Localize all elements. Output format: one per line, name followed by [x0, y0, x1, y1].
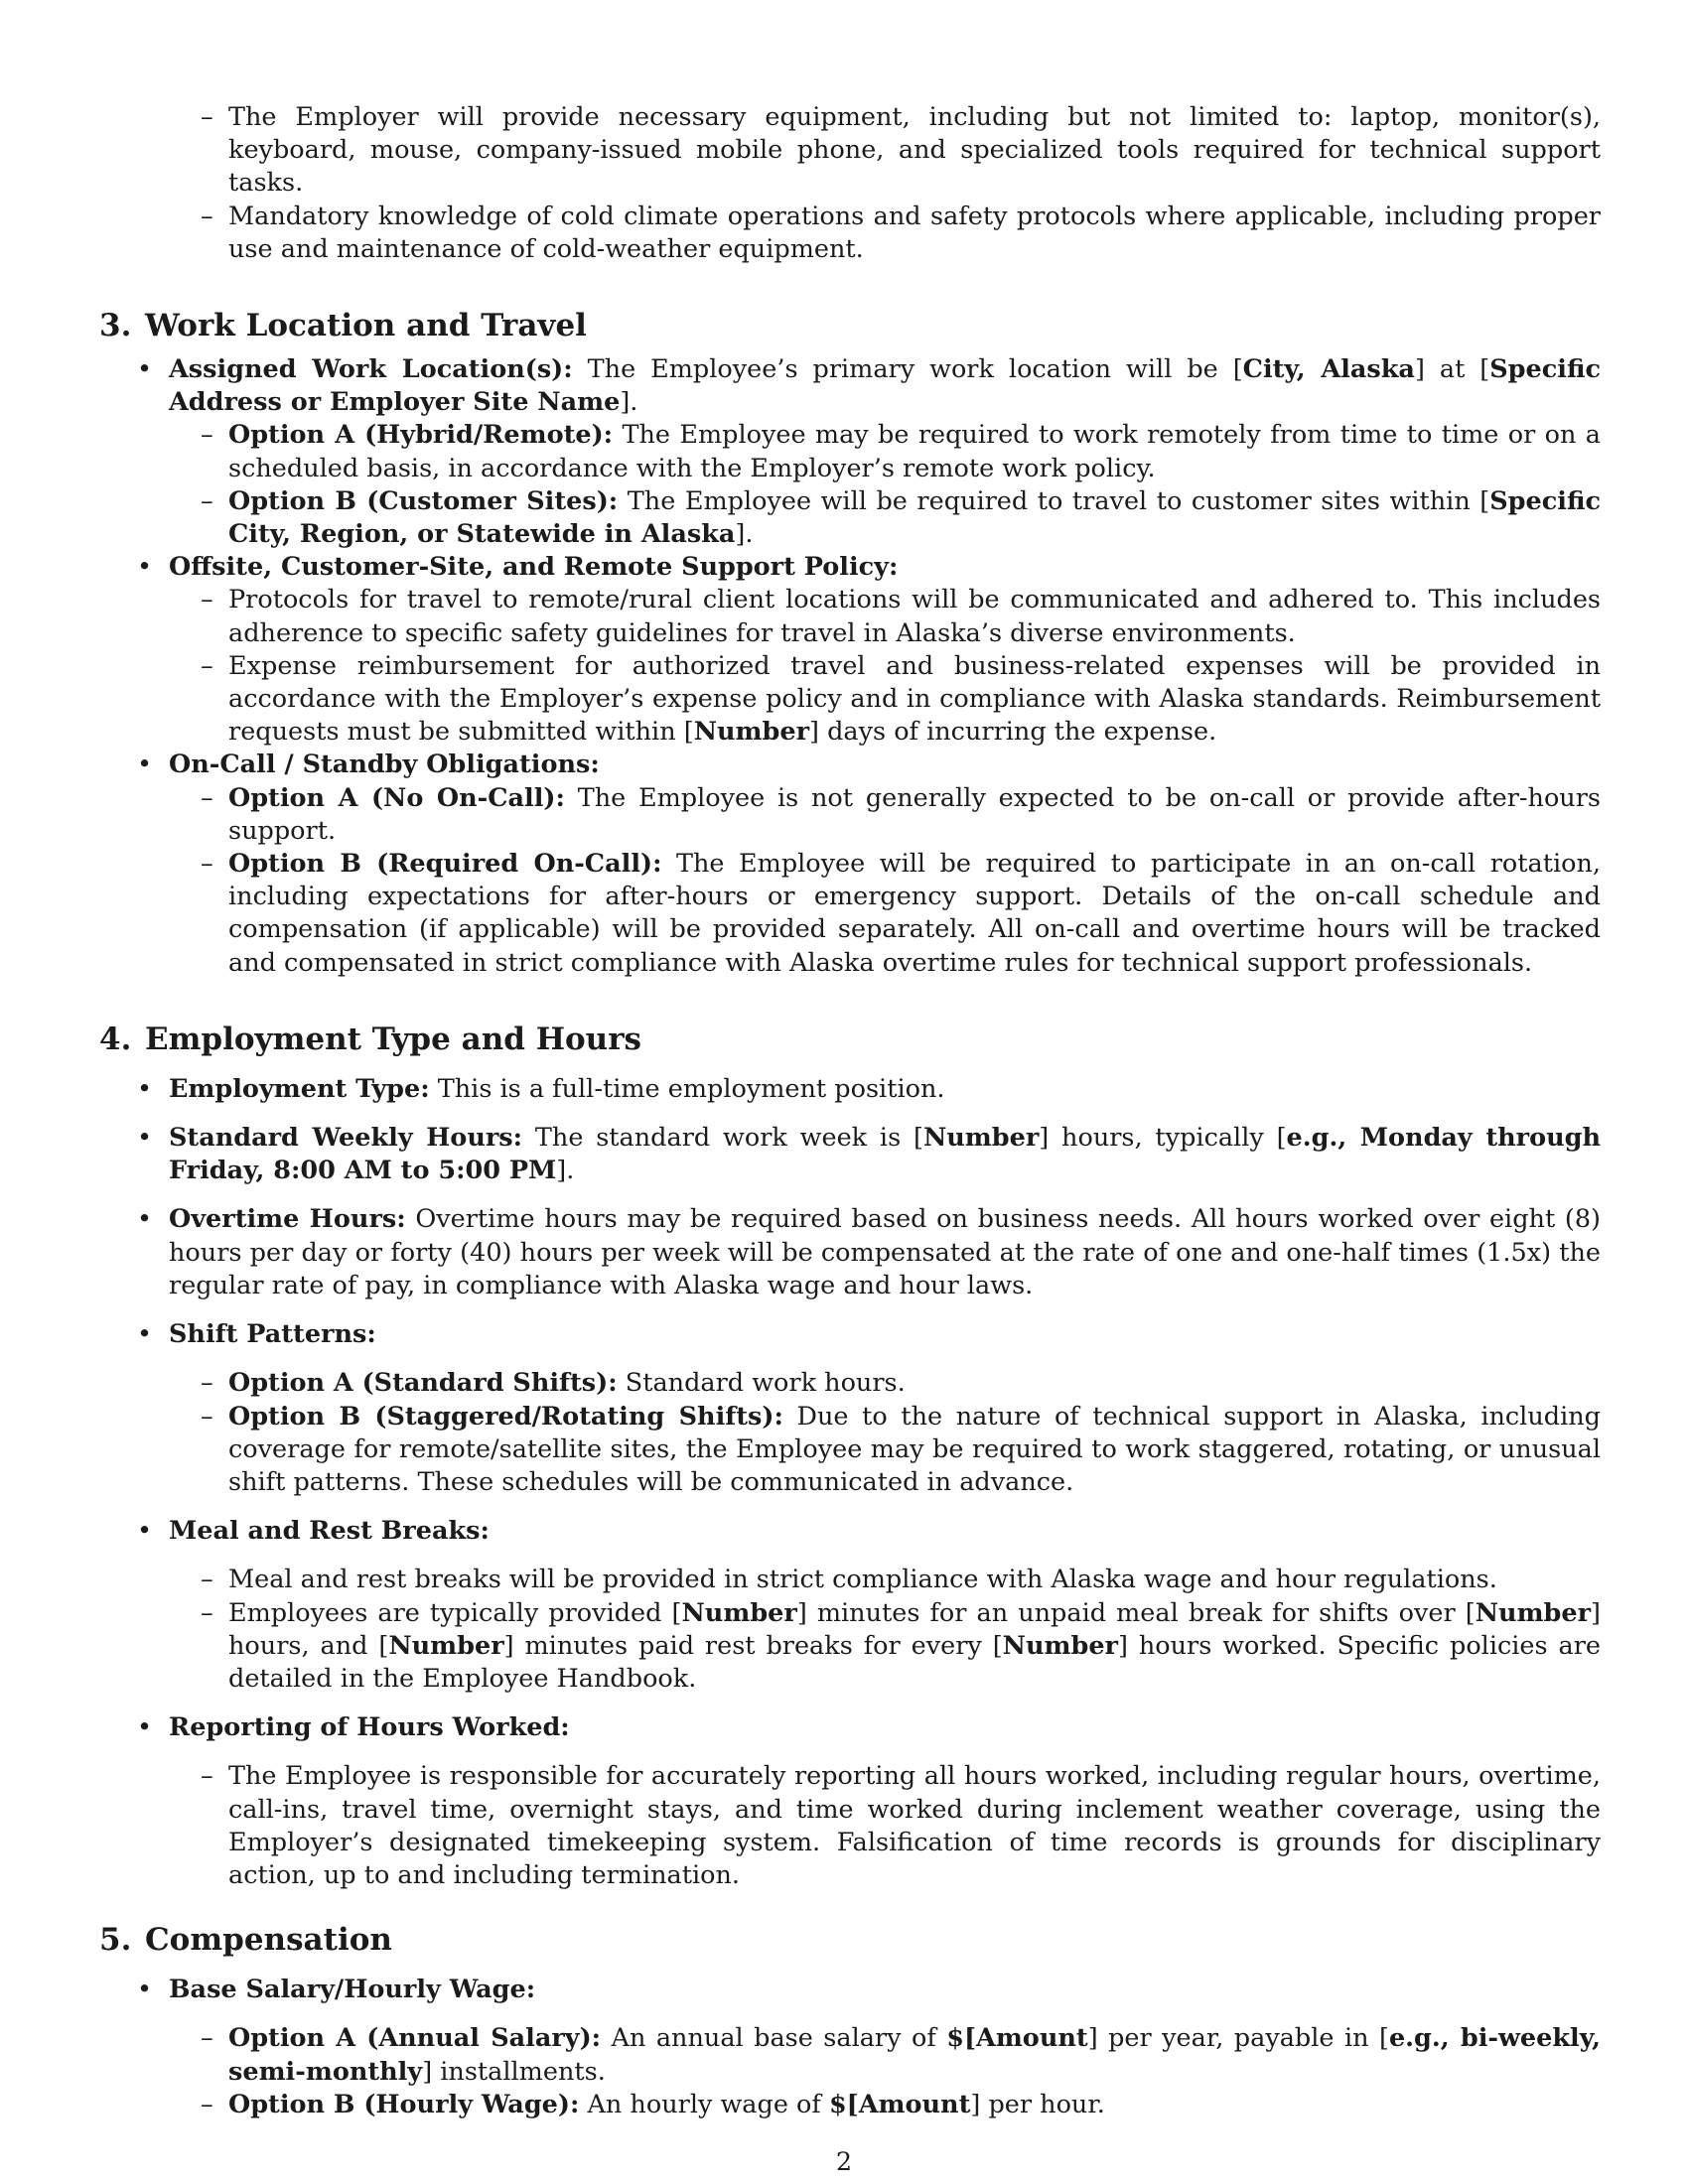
section-title: Work Location and Travel — [145, 308, 587, 344]
list-item-overtime — [99, 1203, 1601, 1302]
text: ]. — [620, 387, 638, 418]
list-item — [169, 1597, 1601, 1697]
list-item-work-location — [99, 353, 1601, 551]
list-item: – The Employee is responsible for accurately reporting all hours worked, including regular hours, overtime, call-ins, travel time, overnight stays, and time worked during inclement weather coverage, using the Employer’s designated timekeeping system. Falsification of time records is grounds for disciplinary action, up to and including termination. — [169, 1760, 1601, 1892]
text: ] per hour. — [970, 2089, 1105, 2119]
placeholder: Number — [693, 717, 810, 748]
list-item-on-call — [99, 749, 1601, 979]
text: ]. — [735, 519, 754, 550]
list-item: – Protocols for travel to remote/rural client locations will be communicated and adhered to. This includes adherence to specific safety guidelines for travel in Alaska’s diverse environments. — [169, 584, 1601, 649]
text: ]. — [556, 1156, 575, 1186]
text: The Employee’s primary work location will be [ — [572, 354, 1243, 385]
text: An hourly wage of — [579, 2089, 829, 2119]
item-label: Standard Weekly Hours: — [169, 1123, 523, 1154]
text: ] minutes for an unpaid meal break for shifts over [ — [796, 1597, 1476, 1628]
text: Expense reimbursement for authorized travel and business-related expenses will be provided in accordance with the Employer’s expense policy and in compliance with Alaska standards. Reimbursement requests must be submitted within [ — [228, 650, 1601, 748]
list-item — [169, 2022, 1601, 2088]
section-work-location — [99, 306, 1601, 980]
sub-list — [169, 419, 1601, 551]
item-label: On-Call / Standby Obligations: — [169, 750, 600, 780]
item-label: Base Salary/Hourly Wage: — [169, 1975, 536, 2005]
list-item — [169, 2089, 1601, 2121]
list-item — [169, 848, 1601, 980]
list-item-base-salary — [99, 1974, 1601, 2121]
section-employment-type — [99, 1020, 1601, 1892]
item-label: Option B (Required On-Call): — [228, 849, 662, 880]
list-item — [169, 485, 1601, 551]
text: This is a full-time employment position. — [429, 1073, 945, 1104]
section-heading — [99, 1020, 1601, 1059]
placeholder: City, Alaska — [1242, 354, 1415, 385]
list-item: – Meal and rest breaks will be provided in strict compliance with Alaska wage and hour regulations. — [169, 1564, 1601, 1596]
text: The Employee will be required to travel to customer sites within [ — [618, 485, 1490, 516]
page-number: 2 — [835, 2147, 853, 2177]
section-compensation — [99, 1920, 1601, 2121]
list-item-shift-patterns — [99, 1318, 1601, 1499]
bullet-list — [99, 353, 1601, 980]
text: ] per year, payable in [ — [1087, 2023, 1389, 2054]
item-label: Option B (Hourly Wage): — [228, 2089, 580, 2119]
text: Standard work hours. — [617, 1368, 906, 1399]
text: ] installments. — [422, 2056, 606, 2087]
placeholder: Number — [1002, 1630, 1118, 1661]
placeholder: Specific City, Region, or Statewide in Alaska — [228, 485, 1602, 550]
sub-list — [169, 1564, 1601, 1696]
placeholder: Specific Address or Employer Site Name — [169, 354, 1602, 418]
section-heading — [99, 1920, 1601, 1960]
list-item — [169, 1401, 1601, 1500]
item-label: Assigned Work Location(s): — [169, 354, 573, 385]
placeholder: Number — [1475, 1597, 1592, 1628]
list-item — [169, 782, 1601, 848]
equipment-list — [99, 101, 1601, 266]
list-item-meal-breaks — [99, 1515, 1601, 1696]
bullet-list — [99, 1974, 1601, 2121]
placeholder: e.g., bi-weekly, semi-monthly — [228, 2023, 1601, 2087]
placeholder: Number — [388, 1630, 504, 1661]
sub-list — [169, 584, 1601, 749]
placeholder: Number — [922, 1123, 1040, 1154]
text: The Employee will be required to participate in an on-call rotation, including expectations for after-hours or emergency support. Details of the on-call schedule and compensation (if applicable) will be provided separately. All on-call and overtime hours will be tracked and compensated in strict compliance with Alaska overtime rules for technical support professionals. — [228, 849, 1601, 978]
item-label: Meal and Rest Breaks: — [169, 1516, 490, 1547]
item-label: Option B (Customer Sites): — [228, 485, 619, 516]
section-title: Employment Type and Hours — [145, 1021, 641, 1057]
list-item: – The Employer will provide necessary equipment, including but not limited to: laptop, monitor(s), keyboard, mouse, company-issued mobile phone, and specialized tools required for technical support tasks. — [169, 101, 1601, 201]
text: Employees are typically provided [ — [228, 1597, 682, 1628]
page-content — [99, 101, 1601, 2121]
placeholder: $[Amount — [828, 2089, 971, 2119]
item-label: Overtime Hours: — [169, 1204, 406, 1235]
section-title: Compensation — [145, 1922, 392, 1959]
item-label: Shift Patterns: — [169, 1319, 376, 1350]
list-item-weekly-hours — [99, 1122, 1601, 1187]
text: The standard work week is [ — [522, 1123, 923, 1154]
text: An annual base salary of — [601, 2023, 947, 2054]
section-number: 3. — [99, 308, 132, 344]
text: ] hours, typically [ — [1039, 1123, 1287, 1154]
text: ] hours worked. Specific policies are detailed in the Employee Handbook. — [228, 1630, 1601, 1694]
text: Due to the nature of technical support in Alaska, including coverage for remote/satellite sites, the Employee may be required to work staggered, rotating, or unusual shift patterns. These schedules will be communicated in advance. — [228, 1401, 1601, 1497]
bullet-list — [99, 1073, 1601, 1892]
item-label: Offsite, Customer-Site, and Remote Support Policy: — [169, 552, 899, 583]
sub-list — [169, 2022, 1601, 2121]
text: ] minutes paid rest breaks for every [ — [503, 1630, 1003, 1661]
sub-list — [169, 1367, 1601, 1499]
section-number: 4. — [99, 1021, 132, 1057]
list-item — [169, 650, 1601, 750]
item-label: Option A (Standard Shifts): — [228, 1368, 618, 1399]
sub-list — [169, 1760, 1601, 1892]
list-item-reporting-hours — [99, 1711, 1601, 1892]
section-heading — [99, 306, 1601, 345]
text: ] hours, and [ — [228, 1597, 1601, 1661]
item-label: Option B (Staggered/Rotating Shifts): — [228, 1401, 783, 1432]
text: The Employee is not generally expected to be on-call or provide after-hours support. — [228, 782, 1601, 846]
placeholder: e.g., Monday through Friday, 8:00 AM to 5:00 PM — [169, 1123, 1602, 1186]
text: ] at [ — [1414, 354, 1490, 385]
text: Overtime hours may be required based on business needs. All hours worked over eight (8) hours per day or forty (40) hours per week will be compensated at the rate of one and one-half times (1.5x) the regular rate of pay, in compliance with Alaska wage and hour laws. — [169, 1204, 1601, 1300]
list-item: – Mandatory knowledge of cold climate operations and safety protocols where applicable, including proper use and maintenance of cold-weather equipment. — [169, 201, 1601, 266]
list-item-offsite-policy — [99, 551, 1601, 749]
item-label: Employment Type: — [169, 1073, 430, 1104]
item-label: Option A (Hybrid/Remote): — [228, 420, 614, 451]
item-label: Option A (No On-Call): — [228, 782, 565, 813]
text: The Employee may be required to work remotely from time to time or on a scheduled basis, in accordance with the Employer’s remote work policy. — [228, 420, 1601, 483]
list-item — [169, 1367, 1601, 1400]
placeholder: $[Amount — [946, 2023, 1088, 2054]
placeholder: Number — [681, 1597, 797, 1628]
item-label: Option A (Annual Salary): — [228, 2023, 602, 2054]
list-item-employment-type — [99, 1073, 1601, 1106]
list-item — [169, 419, 1601, 484]
text: ] days of incurring the expense. — [809, 717, 1217, 748]
sub-list — [169, 782, 1601, 980]
section-number: 5. — [99, 1922, 132, 1959]
item-label: Reporting of Hours Worked: — [169, 1712, 570, 1743]
